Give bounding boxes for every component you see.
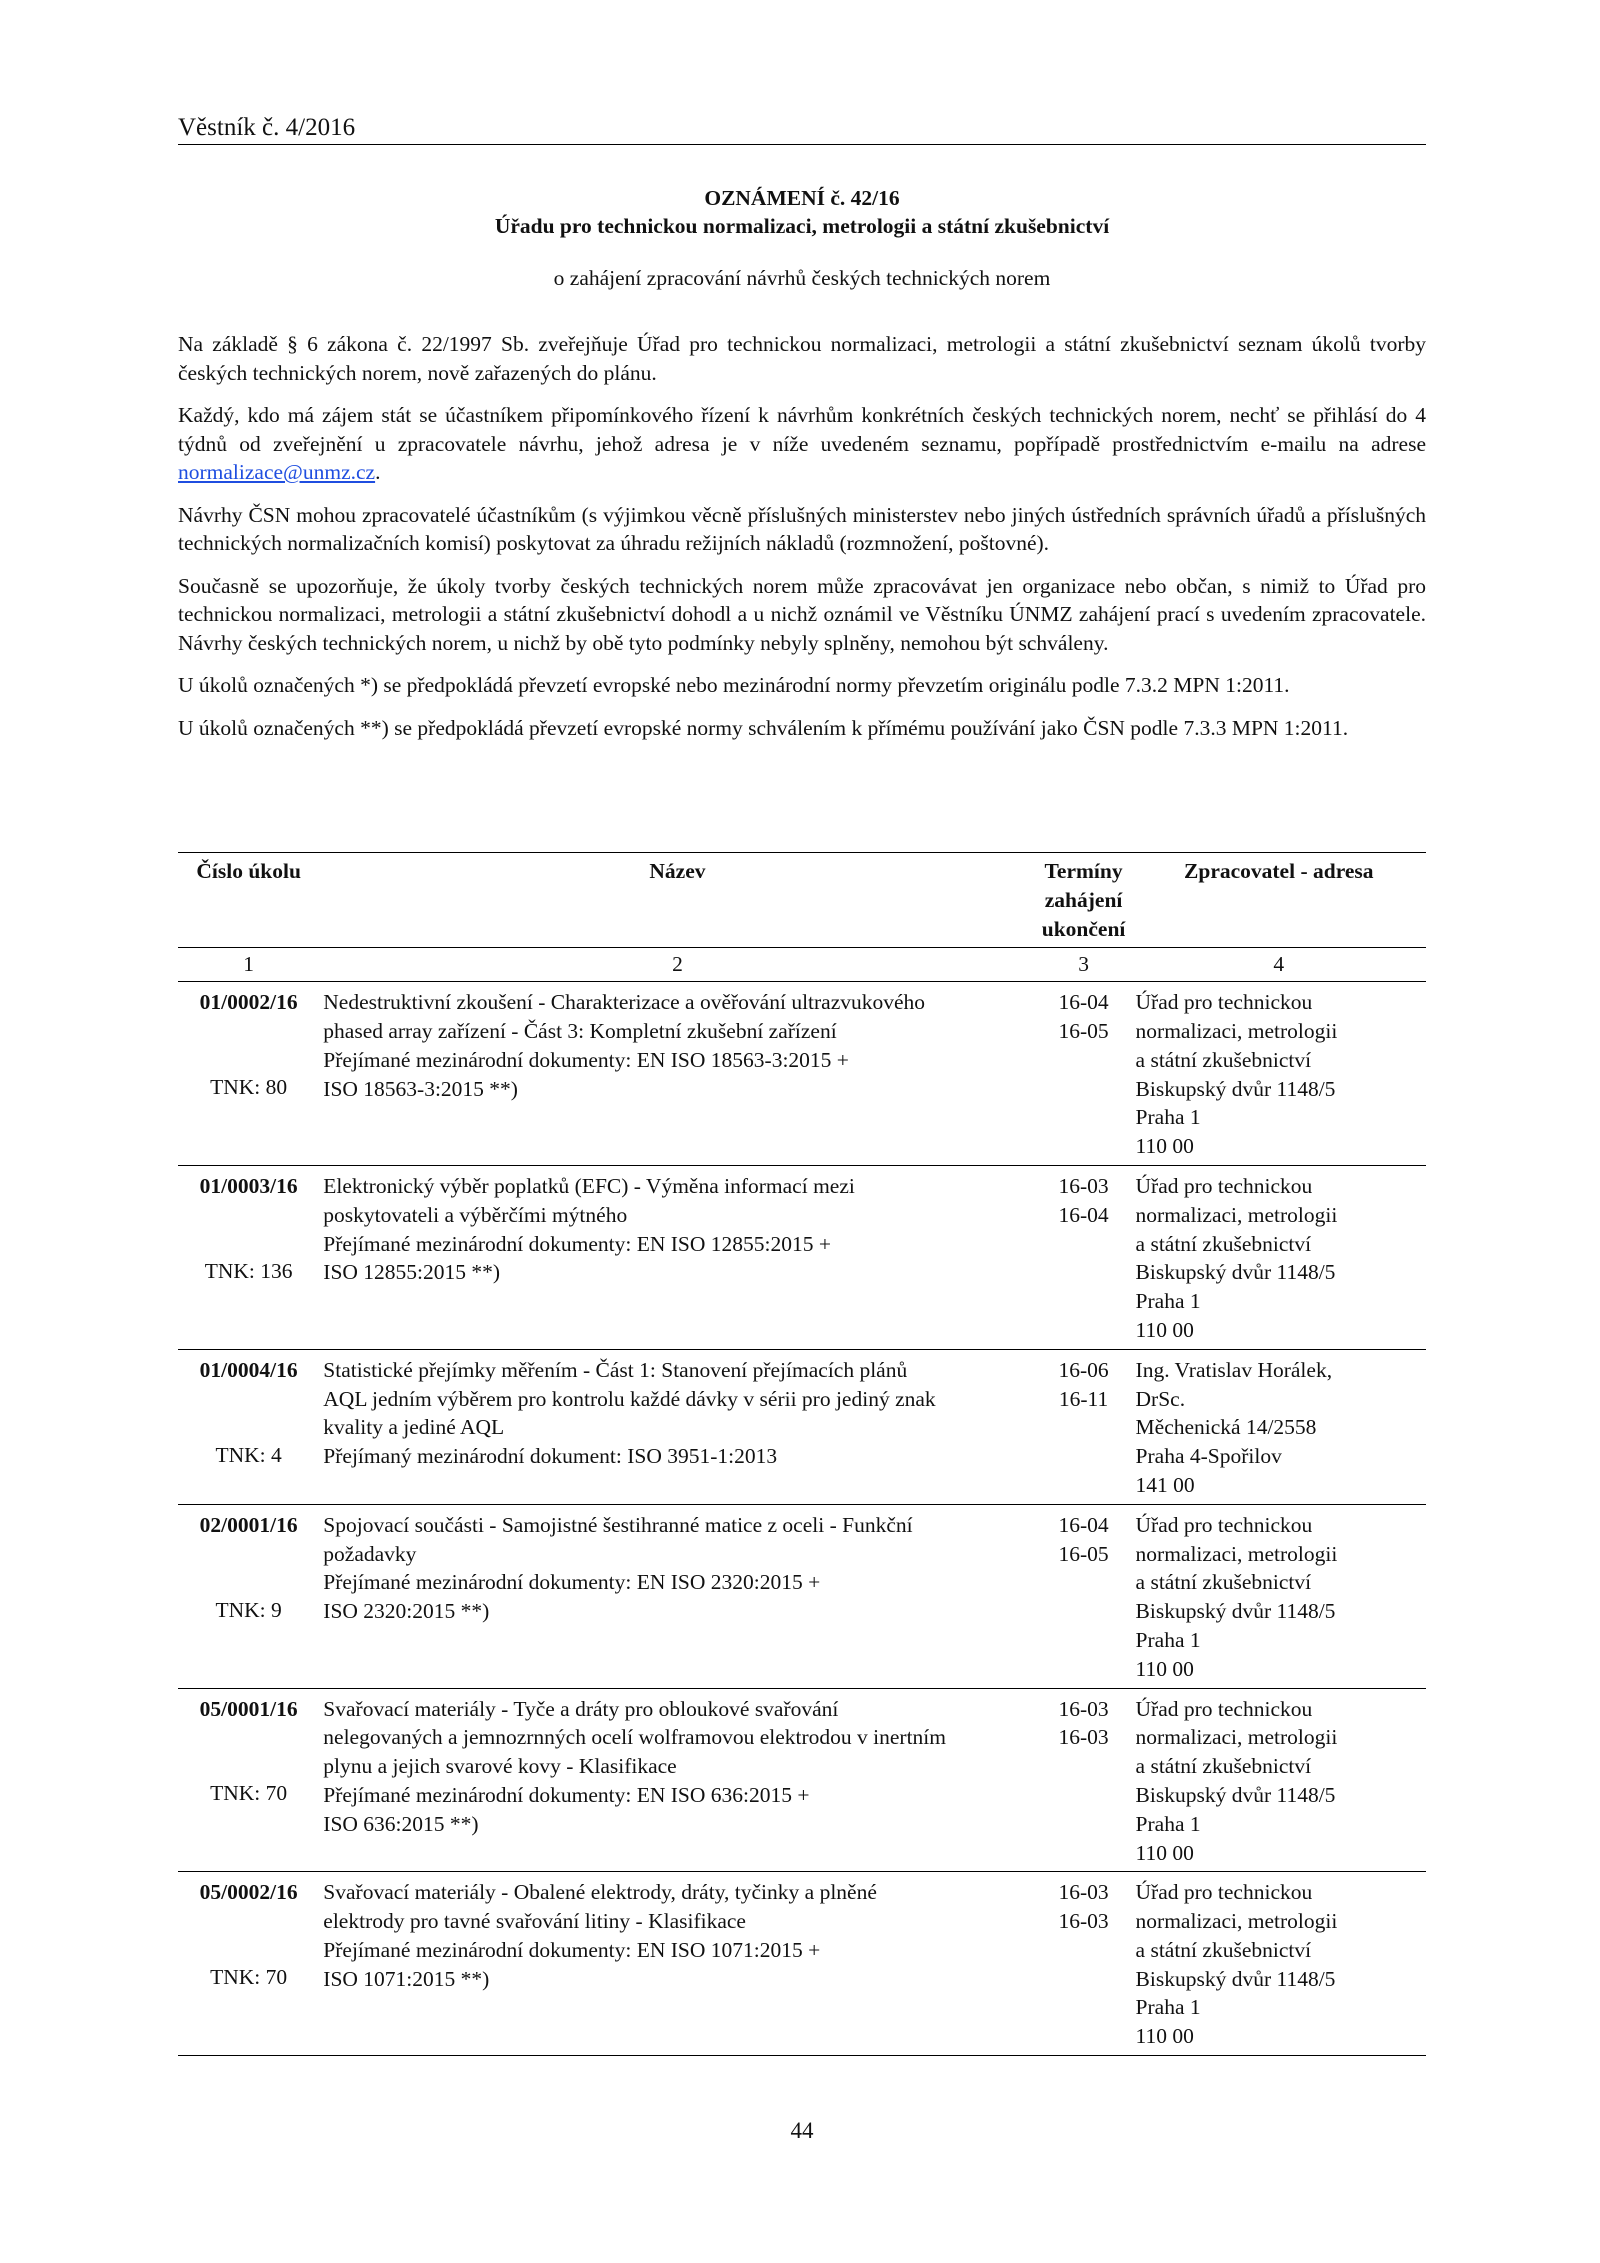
journal-header: Věstník č. 4/2016 xyxy=(178,114,1426,145)
header-processor: Zpracovatel - adresa xyxy=(1132,853,1426,948)
address-line: normalizaci, metrologii xyxy=(1135,1541,1338,1566)
address-line: Ing. Vratislav Horálek, xyxy=(1135,1357,1333,1382)
table-header-row xyxy=(178,853,1426,948)
task-title-line: kvality a jediné AQL xyxy=(323,1415,505,1440)
address-line: 110 00 xyxy=(1135,2024,1194,2049)
task-id-cell xyxy=(178,1504,319,1688)
address-line: Úřad pro technickou xyxy=(1135,1696,1313,1721)
task-title-cell xyxy=(319,1688,1035,1872)
task-title-line: Nedestruktivní zkoušení - Charakterizace a ověřování ultrazvukového xyxy=(323,990,926,1015)
table-row xyxy=(178,1165,1426,1349)
header-dates-line: zahájení xyxy=(1044,887,1123,912)
address-line: Biskupský dvůr 1148/5 xyxy=(1135,1782,1336,1807)
task-title-line: Statistické přejímky měřením - Část 1: Stanovení přejímacích plánů xyxy=(323,1357,908,1382)
end-date: 16-11 xyxy=(1058,1386,1109,1411)
task-title-line: Spojovací součásti - Samojistné šestihranné matice z oceli - Funkční xyxy=(323,1512,913,1537)
address-line: Praha 1 xyxy=(1135,1105,1201,1130)
task-title-line: Elektronický výběr poplatků (EFC) - Výměna informací mezi xyxy=(323,1173,855,1198)
table-row xyxy=(178,982,1426,1166)
paragraph-participation-text: Každý, kdo má zájem stát se účastníkem připomínkového řízení k návrhům konkrétních českých technických norem, nechť se přihlásí do 4 týdnů od zveřejnění u zpracovatele návrhu, jehož adresa je v níže uvedeném seznamu, popřípadě prostřednictvím e-mailu na adrese xyxy=(178,403,1426,456)
paragraph-legal-basis: Na základě § 6 zákona č. 22/1997 Sb. zveřejňuje Úřad pro technickou normalizaci, metrologii a státní zkušebnictví seznam úkolů tvorby českých technických norem, nově zařazených do plánu. xyxy=(178,332,1426,385)
address-line: Praha 1 xyxy=(1135,1995,1201,2020)
task-title-cell xyxy=(319,1504,1035,1688)
paragraph-note-double: U úkolů označených **) se předpokládá převzetí evropské normy schválením k přímému používání jako ČSN podle 7.3.3 MPN 1:2011. xyxy=(178,715,1349,740)
address-line: a státní zkušebnictví xyxy=(1135,1570,1312,1595)
authority-name: Úřadu pro technickou normalizaci, metrologii a státní zkušebnictví xyxy=(494,214,1110,238)
processor-address-cell xyxy=(1132,1349,1426,1504)
address-line: Praha 1 xyxy=(1135,1811,1201,1836)
start-date: 16-06 xyxy=(1058,1357,1109,1382)
paragraph-notice: Současně se upozorňuje, že úkoly tvorby českých technických norem může zpracovávat jen organizace nebo občan, s nimiž to Úřad pro technickou normalizaci, metrologii a státní zkušebnictví dohodl a u nichž oznámil ve Věstníku ÚNMZ zahájení prací s uvedením zpracovatele. Návrhy českých technických norem, u nichž by obě tyto podmínky nebyly splněny, nemohou být schváleny. xyxy=(178,573,1426,655)
address-line: 110 00 xyxy=(1135,1840,1194,1865)
task-id-cell xyxy=(178,982,319,1166)
start-date: 16-03 xyxy=(1058,1696,1109,1721)
address-line: a státní zkušebnictví xyxy=(1135,1754,1312,1779)
address-line: Biskupský dvůr 1148/5 xyxy=(1135,1260,1336,1285)
task-dates-cell xyxy=(1036,1504,1132,1688)
header-title: Název xyxy=(319,853,1035,948)
table-row xyxy=(178,1504,1426,1688)
task-dates-cell xyxy=(1036,1349,1132,1504)
task-title-line: Svařovací materiály - Tyče a dráty pro obloukové svařování xyxy=(323,1696,839,1721)
processor-address-cell xyxy=(1132,1872,1426,2056)
header-dates xyxy=(1036,853,1132,948)
end-date: 16-03 xyxy=(1058,1909,1109,1934)
address-line: a státní zkušebnictví xyxy=(1135,1231,1312,1256)
address-line: Měchenická 14/2558 xyxy=(1135,1415,1317,1440)
intro-paragraphs xyxy=(178,330,1426,756)
task-dates-cell xyxy=(1036,982,1132,1166)
task-title-line: Přejímaný mezinárodní dokument: ISO 3951-1:2013 xyxy=(323,1444,778,1469)
address-line: DrSc. xyxy=(1135,1386,1186,1411)
header-dates-line: Termíny xyxy=(1044,859,1123,883)
header-task-number: Číslo úkolu xyxy=(178,853,319,948)
task-dates-cell xyxy=(1036,1165,1132,1349)
address-line: 110 00 xyxy=(1135,1656,1194,1681)
table-row xyxy=(178,1872,1426,2056)
task-title-line: ISO 18563-3:2015 **) xyxy=(323,1076,518,1101)
address-line: Biskupský dvůr 1148/5 xyxy=(1135,1599,1336,1624)
start-date: 16-04 xyxy=(1058,1512,1109,1537)
task-id-cell xyxy=(178,1688,319,1872)
task-title-line: elektrody pro tavné svařování litiny - Klasifikace xyxy=(323,1909,746,1934)
processor-address-cell xyxy=(1132,1165,1426,1349)
address-line: normalizaci, metrologii xyxy=(1135,1909,1338,1934)
address-line: Praha 1 xyxy=(1135,1627,1201,1652)
task-number: 05/0001/16 xyxy=(199,1696,298,1721)
task-title-line: Svařovací materiály - Obalené elektrody, dráty, tyčinky a plněné xyxy=(323,1880,877,1905)
address-line: Praha 4-Spořilov xyxy=(1135,1444,1282,1469)
tnk-code: TNK: 70 xyxy=(210,1965,288,1990)
end-date: 16-03 xyxy=(1058,1725,1109,1750)
address-line: 110 00 xyxy=(1135,1134,1194,1159)
table-row xyxy=(178,1688,1426,1872)
task-title-line: požadavky xyxy=(323,1541,417,1566)
task-title-line: ISO 636:2015 **) xyxy=(323,1811,479,1836)
task-title-line: AQL jedním výběrem pro kontrolu každé dávky v sérii pro jediný znak xyxy=(323,1386,936,1411)
task-title-line: Přejímané mezinárodní dokumenty: EN ISO 18563-3:2015 + xyxy=(323,1047,849,1072)
task-id-cell xyxy=(178,1165,319,1349)
tnk-code: TNK: 70 xyxy=(210,1781,288,1806)
tnk-code: TNK: 80 xyxy=(210,1074,288,1099)
column-number: 3 xyxy=(1036,948,1132,982)
tnk-code: TNK: 9 xyxy=(215,1597,282,1622)
task-title-line: nelegovaných a jemnozrnných ocelí wolframovou elektrodou v inertním xyxy=(323,1725,946,1750)
task-title-line: plynu a jejich svarové kovy - Klasifikace xyxy=(323,1754,677,1779)
task-number: 05/0002/16 xyxy=(199,1880,298,1905)
address-line: Úřad pro technickou xyxy=(1135,1880,1313,1905)
task-number: 02/0001/16 xyxy=(199,1512,298,1537)
task-number: 01/0004/16 xyxy=(199,1357,298,1382)
table-row xyxy=(178,1349,1426,1504)
start-date: 16-03 xyxy=(1058,1880,1109,1905)
address-line: normalizaci, metrologii xyxy=(1135,1725,1338,1750)
task-dates-cell xyxy=(1036,1872,1132,2056)
task-dates-cell xyxy=(1036,1688,1132,1872)
paragraph-note-single: U úkolů označených *) se předpokládá převzetí evropské nebo mezinárodní normy převzetím originálu podle 7.3.2 MPN 1:2011. xyxy=(178,673,1290,697)
address-line: Biskupský dvůr 1148/5 xyxy=(1135,1966,1336,1991)
start-date: 16-03 xyxy=(1058,1173,1109,1198)
notice-description: o zahájení zpracování návrhů českých technických norem xyxy=(553,266,1051,290)
end-date: 16-04 xyxy=(1058,1202,1109,1227)
tnk-code: TNK: 136 xyxy=(204,1258,293,1283)
address-line: Biskupský dvůr 1148/5 xyxy=(1135,1076,1336,1101)
task-number: 01/0003/16 xyxy=(199,1173,298,1198)
title-block xyxy=(178,184,1426,292)
task-title-cell xyxy=(319,1872,1035,2056)
task-number: 01/0002/16 xyxy=(199,990,298,1015)
task-title-line: phased array zařízení - Část 3: Kompletní zkušební zařízení xyxy=(323,1018,837,1043)
address-line: a státní zkušebnictví xyxy=(1135,1047,1312,1072)
task-title-line: ISO 2320:2015 **) xyxy=(323,1599,490,1624)
task-title-line: Přejímané mezinárodní dokumenty: EN ISO 636:2015 + xyxy=(323,1782,810,1807)
table-column-numbers xyxy=(178,948,1426,982)
task-title-cell xyxy=(319,1165,1035,1349)
task-id-cell xyxy=(178,1872,319,2056)
column-number: 2 xyxy=(319,948,1035,982)
task-title-cell xyxy=(319,982,1035,1166)
address-line: 110 00 xyxy=(1135,1317,1194,1342)
address-line: 141 00 xyxy=(1135,1472,1195,1497)
tasks-table xyxy=(178,852,1426,2056)
task-id-cell xyxy=(178,1349,319,1504)
address-line: Úřad pro technickou xyxy=(1135,1512,1313,1537)
column-number: 4 xyxy=(1132,948,1426,982)
end-date: 16-05 xyxy=(1058,1541,1109,1566)
column-number: 1 xyxy=(178,948,319,982)
task-title-line: Přejímané mezinárodní dokumenty: EN ISO 1071:2015 + xyxy=(323,1937,821,1962)
notice-title: OZNÁMENÍ č. 42/16 xyxy=(704,186,900,210)
tnk-code: TNK: 4 xyxy=(215,1442,282,1467)
task-title-line: Přejímané mezinárodní dokumenty: EN ISO 2320:2015 + xyxy=(323,1570,821,1595)
header-dates-line: ukončení xyxy=(1041,916,1126,941)
paragraph-fees: Návrhy ČSN mohou zpracovatelé účastníkům (s výjimkou věcně příslušných ministerstev nebo jiných ústředních správních úřadů a příslušných technických normalizačních komisí) poskytovat za úhradu režijních nákladů (rozmnožení, poštovné). xyxy=(178,502,1426,555)
processor-address-cell xyxy=(1132,1688,1426,1872)
paragraph-participation xyxy=(178,401,1426,487)
start-date: 16-04 xyxy=(1058,990,1109,1015)
end-date: 16-05 xyxy=(1058,1018,1109,1043)
task-title-line: poskytovateli a výběrčími mýtného xyxy=(323,1202,628,1227)
task-title-line: ISO 1071:2015 **) xyxy=(323,1966,490,1991)
processor-address-cell xyxy=(1132,1504,1426,1688)
task-title-cell xyxy=(319,1349,1035,1504)
email-link[interactable]: normalizace@unmz.cz xyxy=(178,460,376,484)
address-line: Praha 1 xyxy=(1135,1289,1201,1314)
task-title-line: Přejímané mezinárodní dokumenty: EN ISO 12855:2015 + xyxy=(323,1231,832,1256)
address-line: a státní zkušebnictví xyxy=(1135,1937,1312,1962)
address-line: Úřad pro technickou xyxy=(1135,1173,1313,1198)
address-line: Úřad pro technickou xyxy=(1135,990,1313,1015)
paragraph-participation-end: . xyxy=(375,460,381,484)
address-line: normalizaci, metrologii xyxy=(1135,1202,1338,1227)
processor-address-cell xyxy=(1132,982,1426,1166)
address-line: normalizaci, metrologii xyxy=(1135,1018,1338,1043)
task-title-line: ISO 12855:2015 **) xyxy=(323,1260,501,1285)
page-number: 44 xyxy=(790,2118,814,2143)
